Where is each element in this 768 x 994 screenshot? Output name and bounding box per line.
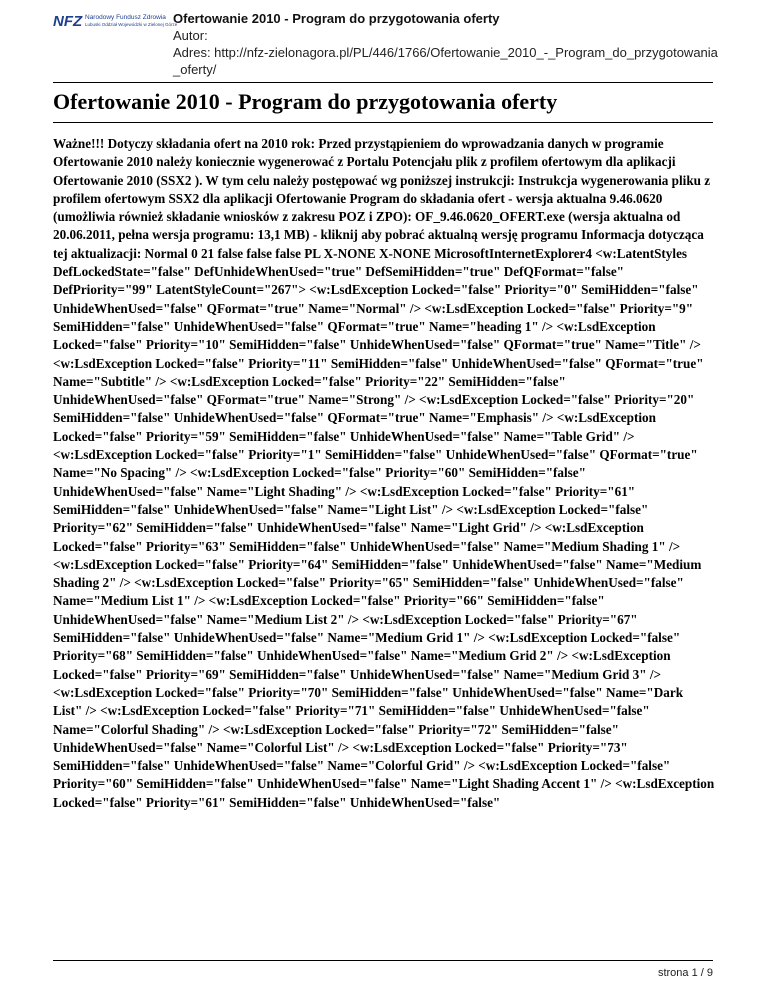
- nfz-logo-icon: [53, 12, 83, 30]
- nfz-logo: [53, 12, 178, 38]
- header-meta: [173, 10, 718, 78]
- header-author: Autor:: [173, 28, 208, 43]
- svg-text:NFZ: NFZ: [53, 13, 83, 30]
- logo-line-2: Lubuski Oddział Wojewódzki w Zielonej Górze: [85, 22, 178, 27]
- header-doc-title: Ofertowanie 2010 - Program do przygotowania oferty: [173, 11, 500, 26]
- article-body: Ważne!!! Dotyczy składania ofert na 2010 rok: Przed przystąpieniem do wprowadzania danych w programie Ofertowanie 2010 należy koniecznie wygenerować z Portalu Potencjału plik z profilem ofertowym dla aplikacji Ofertowanie 2010 (SSX2 ). W tym celu należy postępować wg poniższej instrukcji: Instrukcja wygenerowania pliku z profilem ofertowym SSX2 dla aplikacji Ofertowanie Program do składania ofert - wersja aktualna 9.46.0620 (umożliwia również składanie wniosków z zakresu POZ i ZPO): OF_9.46.0620_OFERT.exe (wersja aktualna od 20.06.2011, pełna wersja programu: 13,1 MB) - kliknij aby pobrać aktualną wersję programu Informacja dotycząca tej aktualizacji: Normal 0 21 false false false PL X-NONE X-NONE MicrosoftInternetExplorer4 <w:LatentStyles DefLockedState="false" DefUnhideWhenUsed="true" DefSemiHidden="true" DefQFormat="false" DefPriority="99" LatentStyleCount="267"> <w:LsdException Locked="false" Priority="0" SemiHidden="false" UnhideWhenUsed="false" QFormat="true" Name="Normal" /> <w:LsdException Locked="false" Priority="9" SemiHidden="false" UnhideWhenUsed="false" QFormat="true" Name="heading 1" /> <w:LsdException Locked="false" Priority="10" SemiHidden="false" UnhideWhenUsed="false" QFormat="true" Name="Title" /> <w:LsdException Locked="false" Priority="11" SemiHidden="false" UnhideWhenUsed="false" QFormat="true" Name="Subtitle" /> <w:LsdException Locked="false" Priority="22" SemiHidden="false" UnhideWhenUsed="false" QFormat="true" Name="Strong" /> <w:LsdException Locked="false" Priority="20" SemiHidden="false" UnhideWhenUsed="false" QFormat="true" Name="Emphasis" /> <w:LsdException Locked="false" Priority="59" SemiHidden="false" UnhideWhenUsed="false" Name="Table Grid" /> <w:LsdException Locked="false" Priority="1" SemiHidden="false" UnhideWhenUsed="false" QFormat="true" Name="No Spacing" /> <w:LsdException Locked="false" Priority="60" SemiHidden="false" UnhideWhenUsed="false" Name="Light Shading" /> <w:LsdException Locked="false" Priority="61" SemiHidden="false" UnhideWhenUsed="false" Name="Light List" /> <w:LsdException Locked="false" Priority="62" SemiHidden="false" UnhideWhenUsed="false" Name="Light Grid" /> <w:LsdException Locked="false" Priority="63" SemiHidden="false" UnhideWhenUsed="false" Name="Medium Shading 1" /> <w:LsdException Locked="false" Priority="64" SemiHidden="false" UnhideWhenUsed="false" Name="Medium Shading 2" /> <w:LsdException Locked="false" Priority="65" SemiHidden="false" UnhideWhenUsed="false" Name="Medium List 1" /> <w:LsdException Locked="false" Priority="66" SemiHidden="false" UnhideWhenUsed="false" Name="Medium List 2" /> <w:LsdException Locked="false" Priority="67" SemiHidden="false" UnhideWhenUsed="false" Name="Medium Grid 1" /> <w:LsdException Locked="false" Priority="68" SemiHidden="false" UnhideWhenUsed="false" Name="Medium Grid 2" /> <w:LsdException Locked="false" Priority="69" SemiHidden="false" UnhideWhenUsed="false" Name="Medium Grid 3" /> <w:LsdException Locked="false" Priority="70" SemiHidden="false" UnhideWhenUsed="false" Name="Dark List" /> <w:LsdException Locked="false" Priority="71" SemiHidden="false" UnhideWhenUsed="false" Name="Colorful Shading" /> <w:LsdException Locked="false" Priority="72" SemiHidden="false" UnhideWhenUsed="false" Name="Colorful List" /> <w:LsdException Locked="false" Priority="73" SemiHidden="false" UnhideWhenUsed="false" Name="Colorful Grid" /> <w:LsdException Locked="false" Priority="60" SemiHidden="false" UnhideWhenUsed="false" Name="Light Shading Accent 1" /> <w:LsdException Locked="false" Priority="61" SemiHidden="false" UnhideWhenUsed="false": [53, 136, 715, 810]
- logo-text: [85, 15, 177, 28]
- header-address[interactable]: Adres: http://nfz-zielonagora.pl/PL/446/1766/Ofertowanie_2010_-_Program_do_przygotowania_oferty/: [173, 45, 718, 77]
- header-divider: [53, 82, 713, 83]
- page-title: Ofertowanie 2010 - Program do przygotowania oferty: [53, 89, 558, 114]
- footer-divider: [53, 960, 713, 961]
- logo-line-1: Narodowy Fundusz Zdrowia: [85, 14, 166, 21]
- title-divider: [53, 122, 713, 123]
- print-header: [53, 10, 718, 86]
- page-number: strona 1 / 9: [657, 967, 713, 979]
